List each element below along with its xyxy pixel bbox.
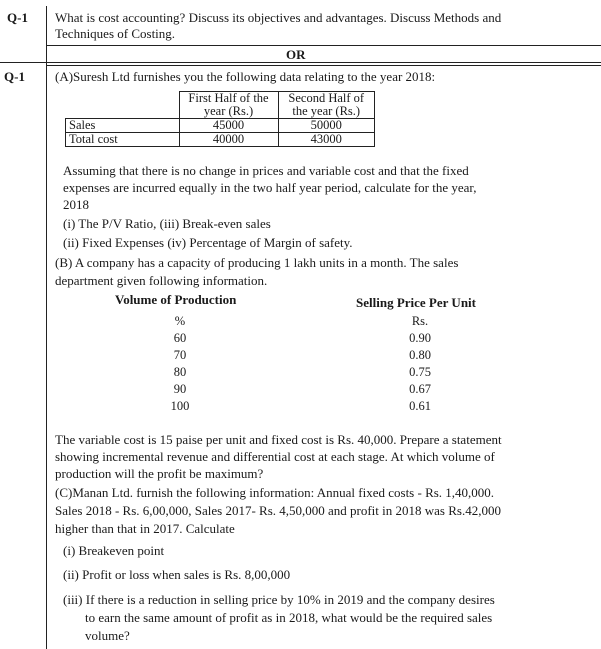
requirement-line-1: (i) The P/V Ratio, (iii) Break-even sales bbox=[63, 216, 271, 231]
price-value: 0.67 bbox=[409, 382, 431, 396]
table-row bbox=[150, 313, 450, 330]
variable-cost-line-3: production will the profit be maximum? bbox=[55, 466, 264, 481]
price-unit: Rs. bbox=[411, 314, 429, 328]
table-row bbox=[150, 364, 450, 381]
row-value-1: 40000 bbox=[179, 133, 278, 147]
table-row bbox=[150, 330, 450, 347]
col1-header-line2: year (Rs.) bbox=[203, 104, 254, 118]
table-row bbox=[150, 347, 450, 364]
volume-header: Volume of Production bbox=[115, 292, 237, 307]
price-value: 0.61 bbox=[409, 399, 431, 413]
part-b-line-1: (B) A company has a capacity of producing 1 lakh units in a month. The sales bbox=[55, 255, 459, 270]
table-row bbox=[150, 381, 450, 398]
row-value-2: 50000 bbox=[278, 119, 375, 133]
sales-cost-table bbox=[65, 91, 375, 147]
price-value: 0.80 bbox=[409, 348, 431, 362]
part-c-item-iii-line-3: volume? bbox=[85, 628, 130, 643]
table-row bbox=[66, 119, 375, 133]
table-header-row bbox=[66, 92, 375, 119]
row-value-2: 43000 bbox=[278, 133, 375, 147]
volume-value: 80 bbox=[173, 365, 187, 379]
part-c-item-ii: (ii) Profit or loss when sales is Rs. 8,00,000 bbox=[63, 567, 291, 582]
row-label: Total cost bbox=[66, 133, 180, 147]
divider-below-or bbox=[46, 65, 601, 66]
volume-unit: % bbox=[174, 314, 186, 328]
variable-cost-line-1: The variable cost is 15 paise per unit and fixed cost is Rs. 40,000. Prepare a statement bbox=[55, 432, 502, 447]
part-b-line-2: department given following information. bbox=[55, 273, 268, 288]
volume-value: 100 bbox=[170, 399, 190, 413]
assumption-line-1: Assuming that there is no change in prices and variable cost and that the fixed bbox=[63, 163, 469, 178]
part-c-item-iii-line-1: (iii) If there is a reduction in selling price by 10% in 2019 and the company desires bbox=[63, 592, 495, 607]
volume-value: 70 bbox=[173, 348, 187, 362]
assumption-line-2: expenses are incurred equally in the two half year period, calculate for the year, bbox=[63, 180, 477, 195]
part-c-item-iii-line-2: to earn the same amount of profit as in 2018, what would be the required sales bbox=[85, 610, 493, 625]
volume-value: 90 bbox=[173, 382, 187, 396]
left-column-divider bbox=[46, 6, 47, 649]
assumption-line-3: 2018 bbox=[63, 197, 89, 212]
or-separator: OR bbox=[286, 47, 306, 62]
row-value-1: 45000 bbox=[179, 119, 278, 133]
volume-price-table bbox=[150, 313, 450, 415]
part-c-line-1: (C)Manan Ltd. furnish the following information: Annual fixed costs - Rs. 1,40,000. bbox=[55, 485, 495, 500]
part-c-item-i: (i) Breakeven point bbox=[63, 543, 165, 558]
volume-value: 60 bbox=[173, 331, 187, 345]
part-c-line-3: higher than that in 2017. Calculate bbox=[55, 521, 235, 536]
col2-header-line2: the year (Rs.) bbox=[292, 104, 361, 118]
part-c-line-2: Sales 2018 - Rs. 6,00,000, Sales 2017- Rs. 4,50,000 and profit in 2018 was Rs.42,000 bbox=[55, 503, 501, 518]
price-header: Selling Price Per Unit bbox=[356, 295, 476, 310]
price-value: 0.90 bbox=[409, 331, 431, 345]
question-1-label: Q-1 bbox=[7, 10, 28, 25]
table-row bbox=[66, 133, 375, 147]
part-a-intro: (A)Suresh Ltd furnishes you the following data relating to the year 2018: bbox=[55, 69, 436, 84]
requirement-line-2: (ii) Fixed Expenses (iv) Percentage of Margin of safety. bbox=[63, 235, 353, 250]
divider-under-question-1 bbox=[46, 45, 601, 46]
col1-header-line1: First Half of the bbox=[188, 91, 269, 105]
question-1-line-1: What is cost accounting? Discuss its objectives and advantages. Discuss Methods and bbox=[55, 10, 502, 25]
question-1b-label: Q-1 bbox=[4, 69, 25, 84]
col2-header-line1: Second Half of bbox=[288, 91, 365, 105]
question-1-line-2: Techniques of Costing. bbox=[55, 26, 176, 41]
row-label: Sales bbox=[66, 119, 180, 133]
price-value: 0.75 bbox=[409, 365, 431, 379]
table-row bbox=[150, 398, 450, 415]
variable-cost-line-2: showing incremental revenue and differential cost at each stage. At which volume of bbox=[55, 449, 495, 464]
